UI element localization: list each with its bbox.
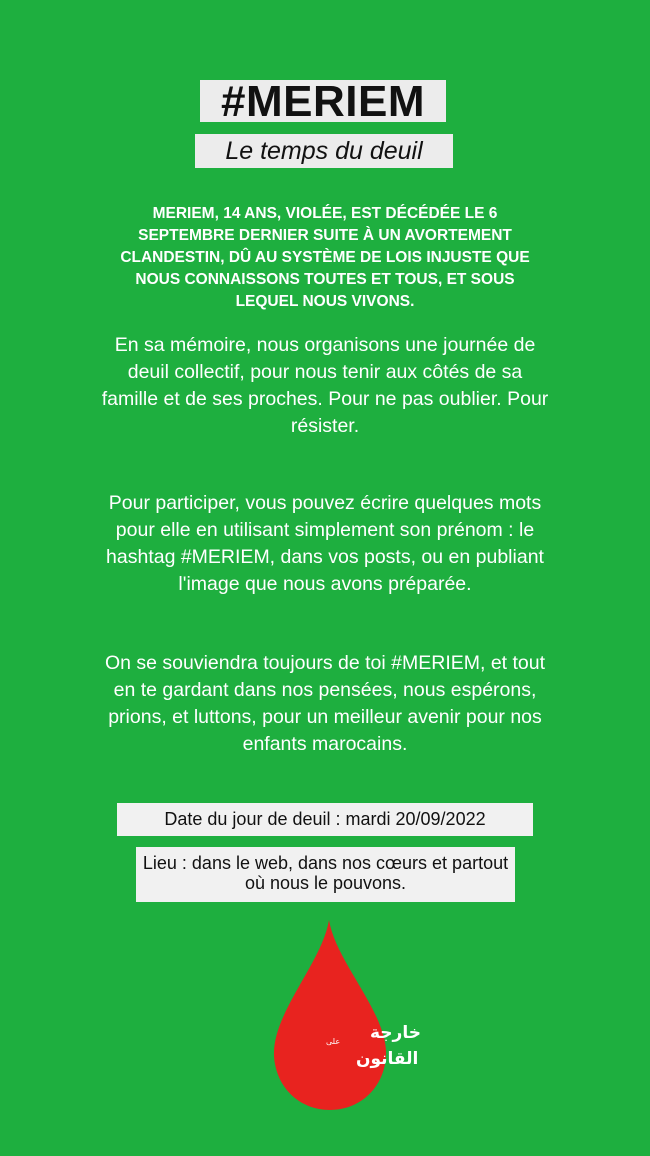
paragraph-participate: Pour participer, vous pouvez écrire quelques mots pour elle en utilisant simplement son prénom : le hashtag #MERIEM, dans vos posts, ou en publiant l'image que nous avons préparée. <box>106 492 544 595</box>
date-box: Date du jour de deuil : mardi 20/09/2022 <box>117 803 533 836</box>
hashtag-title: #MERIEM <box>200 80 446 122</box>
paragraph-remember: On se souviendra toujours de toi #MERIEM, et tout en te gardant dans nos pensées, nous espérons, prions, et luttons, pour un meilleur avenir pour nos enfants marocains. <box>104 652 546 755</box>
paragraph-memory: En sa mémoire, nous organisons une journée de deuil collectif, pour nous tenir aux côtés de sa famille et de ses proches. Pour ne pas oublier. Pour résister. <box>101 334 549 437</box>
subtitle: Le temps du deuil <box>195 134 453 168</box>
logo-line2: القانون <box>356 1049 419 1069</box>
logo-line1: خارجة <box>370 1023 421 1043</box>
lead-text: MERIEM, 14 ANS, VIOLÉE, EST DÉCÉDÉE LE 6 SEPTEMBRE DERNIER SUITE À UN AVORTEMENT CLANDESTIN, DÛ AU SYSTÈME DE LOIS INJUSTE QUE NOUS CONNAISSONS TOUTES ET TOUS, ET SOUS LEQUEL NOUS VIVONS. <box>120 205 530 310</box>
blood-drop-logo <box>270 918 421 1113</box>
logo-small: على <box>326 1037 341 1046</box>
place-box: Lieu : dans le web, dans nos cœurs et partout où nous le pouvons. <box>136 847 515 902</box>
blood-drop-icon <box>274 920 386 1110</box>
